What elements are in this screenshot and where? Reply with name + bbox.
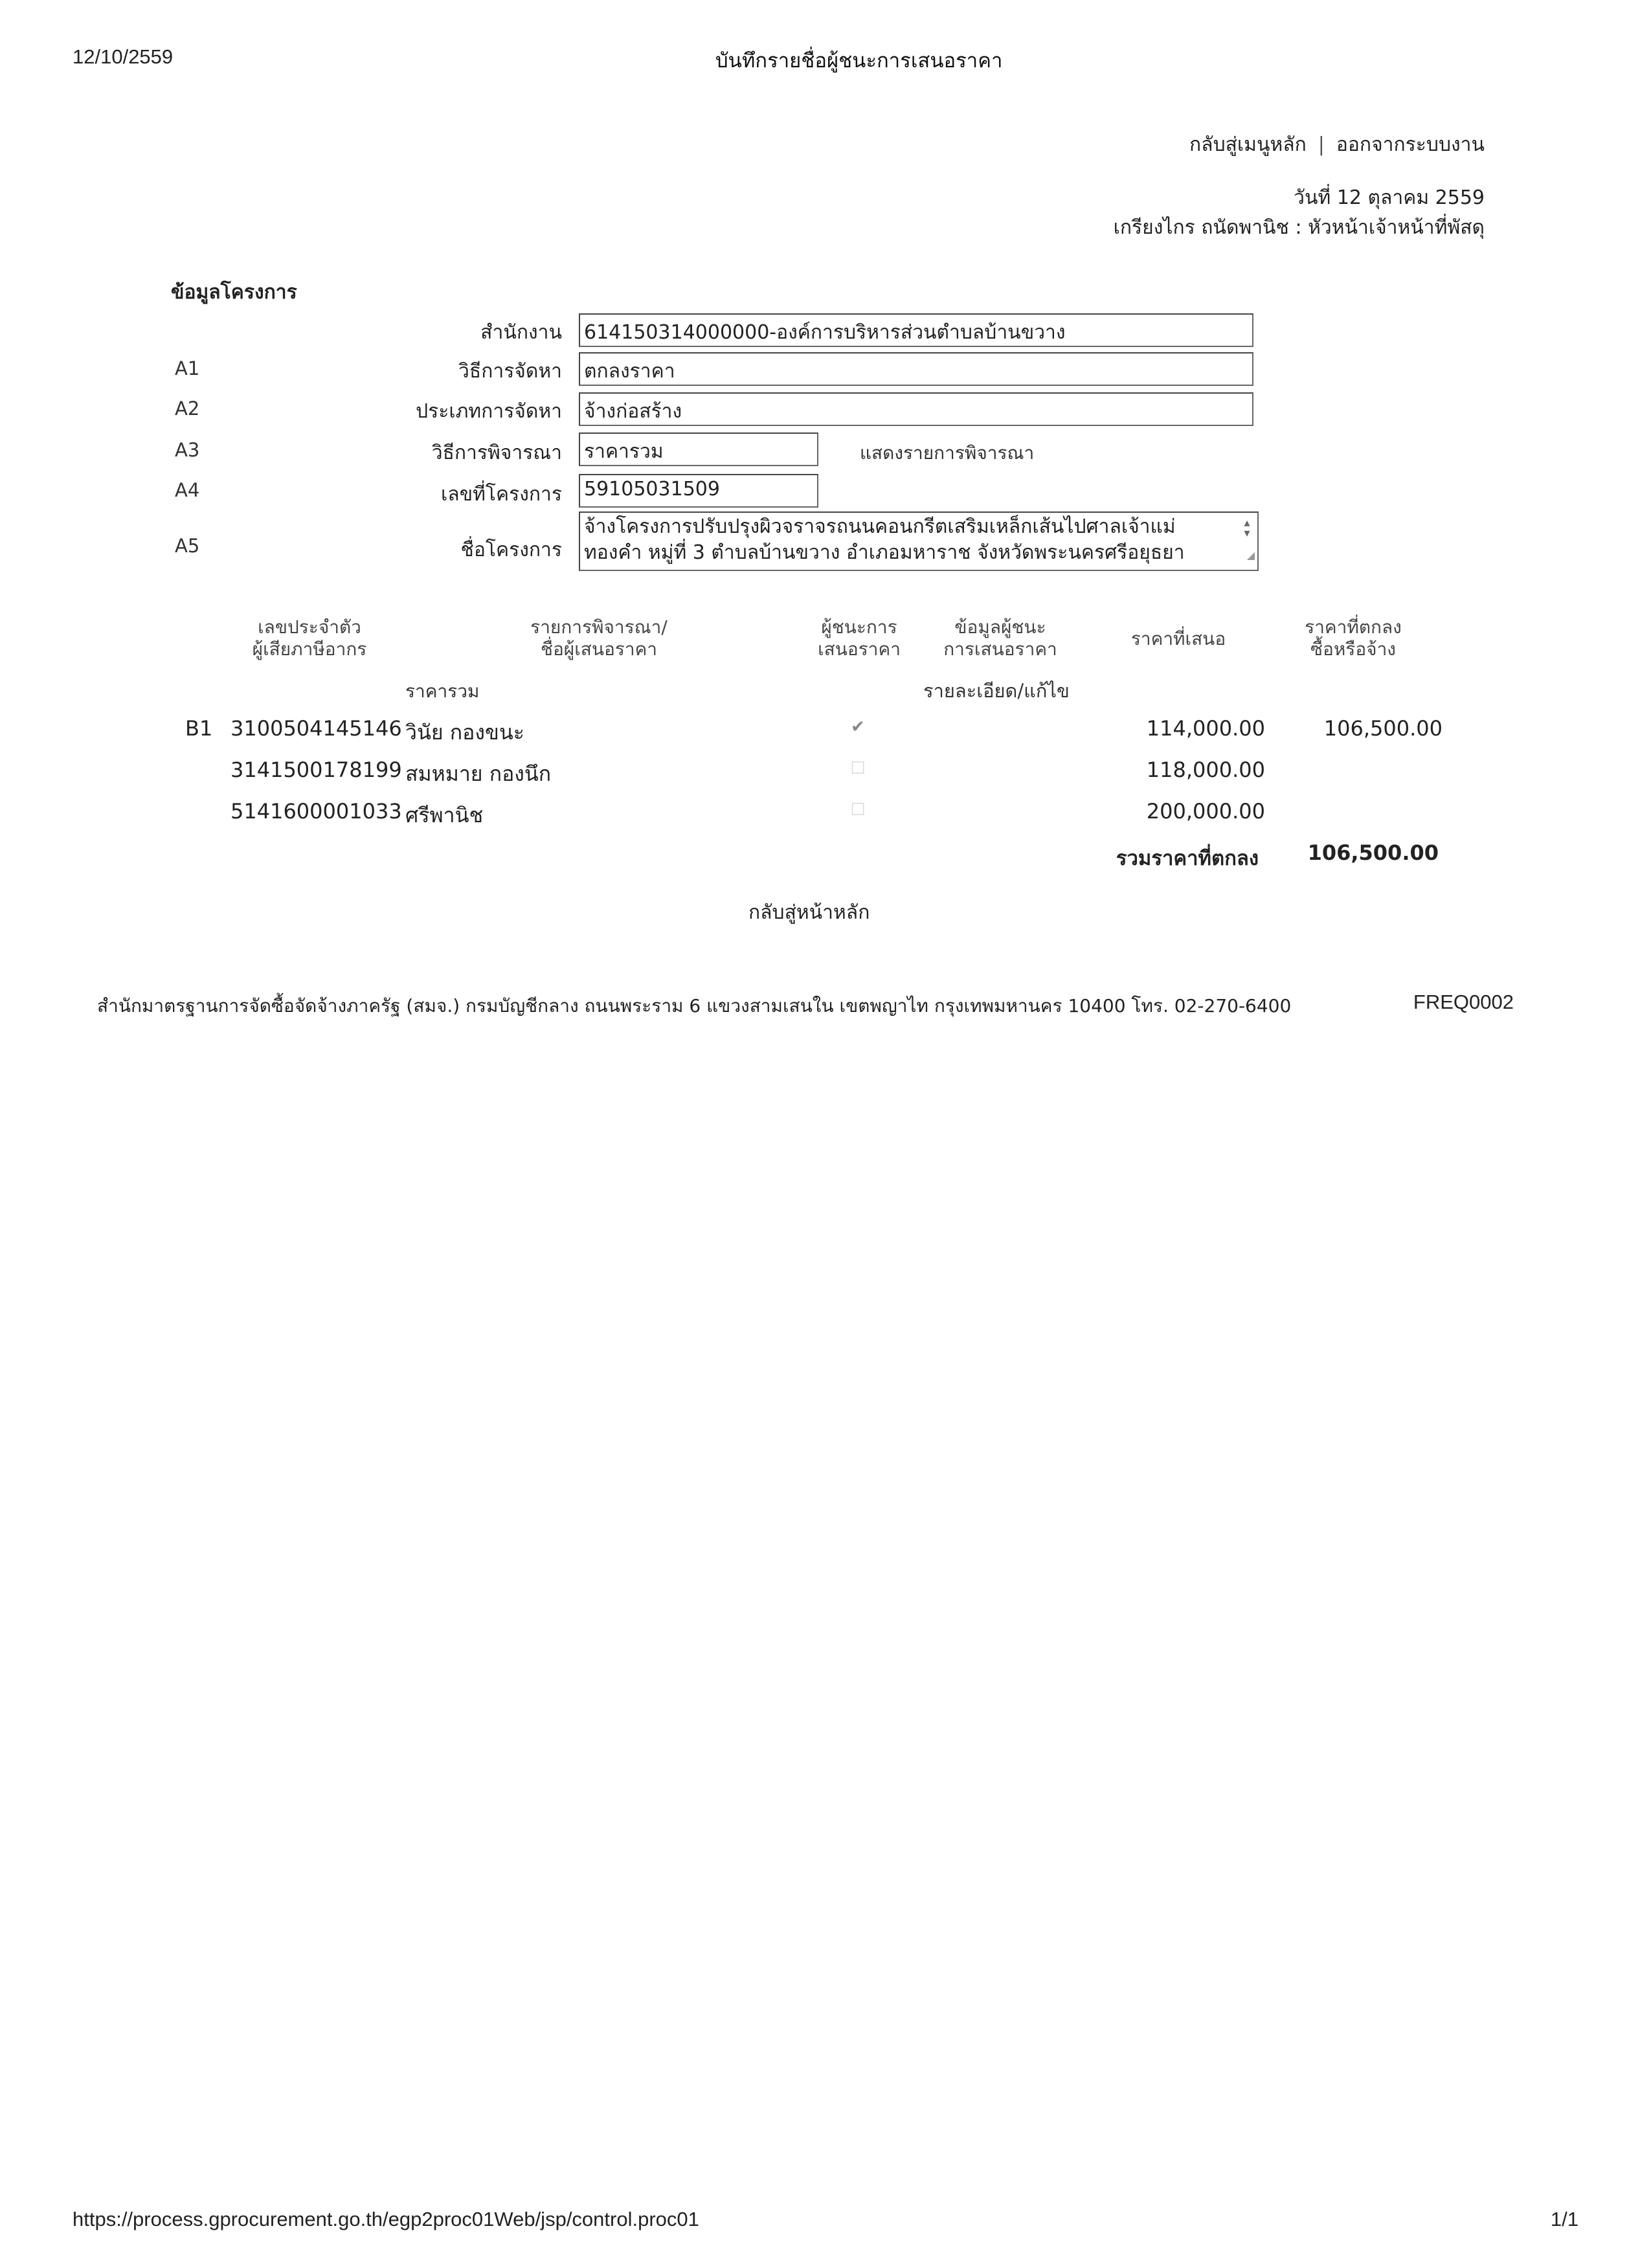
winner-checkbox-3[interactable]: ☐ <box>850 800 866 820</box>
resize-grip-icon[interactable]: ◢ <box>1246 549 1255 561</box>
table-row-2-tax-id: 3141500178199 <box>230 758 402 782</box>
print-page-number: 1/1 <box>1550 2208 1578 2230</box>
group-label: ราคารวม <box>405 680 480 702</box>
show-consideration-items-link[interactable]: แสดงรายการพิจารณา <box>860 442 1035 464</box>
project-name-text: จ้างโครงการปรับปรุงผิวจราจรถนนคอนกรีตเสริมเหล็กเส้นไปศาลเจ้าแม่ ทองคำ หมู่ที่ 3 ตำบลบ้านขวาง อำเภอมหาราช จังหวัดพระนครศรีอยุธยา <box>584 515 1185 564</box>
col-header-winner-info: ข้อมูลผู้ชนะ การเสนอราคา <box>943 616 1057 660</box>
total-label: รวมราคาที่ตกลง <box>1116 847 1259 870</box>
row-code-a1: A1 <box>175 357 200 379</box>
office-field[interactable]: 614150314000000-องค์การบริหารส่วนตำบลบ้านขวาง <box>579 313 1253 347</box>
table-row-2-offer-price: 118,000.00 <box>1146 758 1265 782</box>
project-name-textarea[interactable] <box>579 511 1259 571</box>
winner-checkbox-2[interactable]: ☐ <box>850 759 866 778</box>
main-menu-link[interactable]: กลับสู่เมนูหลัก <box>1189 133 1307 156</box>
textarea-scroll-arrows-icon[interactable]: ▴ ▾ <box>1244 516 1250 540</box>
table-row-3-tax-id: 5141600001033 <box>230 799 402 824</box>
table-row-1-tax-id: 3100504145146 <box>230 716 402 741</box>
footer-address: สำนักมาตรฐานการจัดซื้อจัดจ้างภาครัฐ (สมจ.) กรมบัญชีกลาง ถนนพระราม 6 แขวงสามเสนใน เขตพญาไท กรุงเทพมหานคร 10400 โทร. 02-270-6400 <box>97 995 1292 1016</box>
col-header-offer-price: ราคาที่เสนอ <box>1130 628 1226 649</box>
procurement-method-field[interactable]: ตกลงราคา <box>579 352 1253 386</box>
row-code-a2: A2 <box>175 398 200 420</box>
row-code-a5: A5 <box>175 535 200 557</box>
footer-form-code: FREQ0002 <box>1413 991 1514 1013</box>
procurement-method-label: วิธีการจัดหา <box>458 360 562 383</box>
col-header-winner: ผู้ชนะการ เสนอราคา <box>818 616 901 660</box>
table-row-3-offer-price: 200,000.00 <box>1146 799 1265 824</box>
table-row-1-offer-price: 114,000.00 <box>1146 716 1265 741</box>
row-code-a3: A3 <box>175 439 200 461</box>
session-user: เกรียงไกร ถนัดพานิช : หัวหน้าเจ้าหน้าที่พัสดุ <box>1113 216 1485 239</box>
col-header-tax-id: เลขประจำตัว ผู้เสียภาษีอากร <box>252 616 367 660</box>
consideration-method-label: วิธีการพิจารณา <box>431 442 562 464</box>
session-date: วันที่ 12 ตุลาคม 2559 <box>1294 186 1485 209</box>
top-nav <box>1189 129 1485 160</box>
office-label: สำนักงาน <box>480 321 562 344</box>
procurement-type-label: ประเภทการจัดหา <box>416 400 562 423</box>
procurement-type-field[interactable]: จ้างก่อสร้าง <box>579 392 1253 426</box>
back-to-home-link[interactable]: กลับสู่หน้าหลัก <box>748 901 870 924</box>
col-header-agreed-price: ราคาที่ตกลง ซื้อหรือจ้าง <box>1305 616 1402 660</box>
table-row-3-name: ศรีพานิช <box>405 803 484 827</box>
table-row-1-agreed-price: 106,500.00 <box>1323 716 1443 741</box>
consideration-method-field[interactable]: ราคารวม <box>579 432 818 466</box>
project-number-label: เลขที่โครงการ <box>441 483 562 506</box>
project-name-label: ชื่อโครงการ <box>460 539 562 561</box>
project-number-field[interactable]: 59105031509 <box>579 474 818 508</box>
row-code-a4: A4 <box>175 479 200 501</box>
section-title-project-info: ข้อมูลโครงการ <box>171 281 297 304</box>
table-row-2-name: สมหมาย กองนึก <box>405 761 552 786</box>
page-title: บันทึกรายชื่อผู้ชนะการเสนอราคา <box>715 49 1003 73</box>
details-edit-link[interactable]: รายละเอียด/แก้ไข <box>923 680 1070 702</box>
col-header-bidder: รายการพิจารณา/ ชื่อผู้เสนอราคา <box>530 616 668 660</box>
winner-checkbox-1[interactable]: ✔ <box>851 717 865 737</box>
logout-link[interactable]: ออกจากระบบงาน <box>1336 133 1485 156</box>
print-url: https://process.gprocurement.go.th/egp2proc01Web/jsp/control.proc01 <box>73 2208 699 2230</box>
print-date: 12/10/2559 <box>73 45 174 68</box>
row-code-b1: B1 <box>185 716 213 741</box>
table-row-1-name: วินัย กองขนะ <box>405 720 524 745</box>
total-value: 106,500.00 <box>1307 840 1439 865</box>
nav-separator: | <box>1318 133 1325 156</box>
